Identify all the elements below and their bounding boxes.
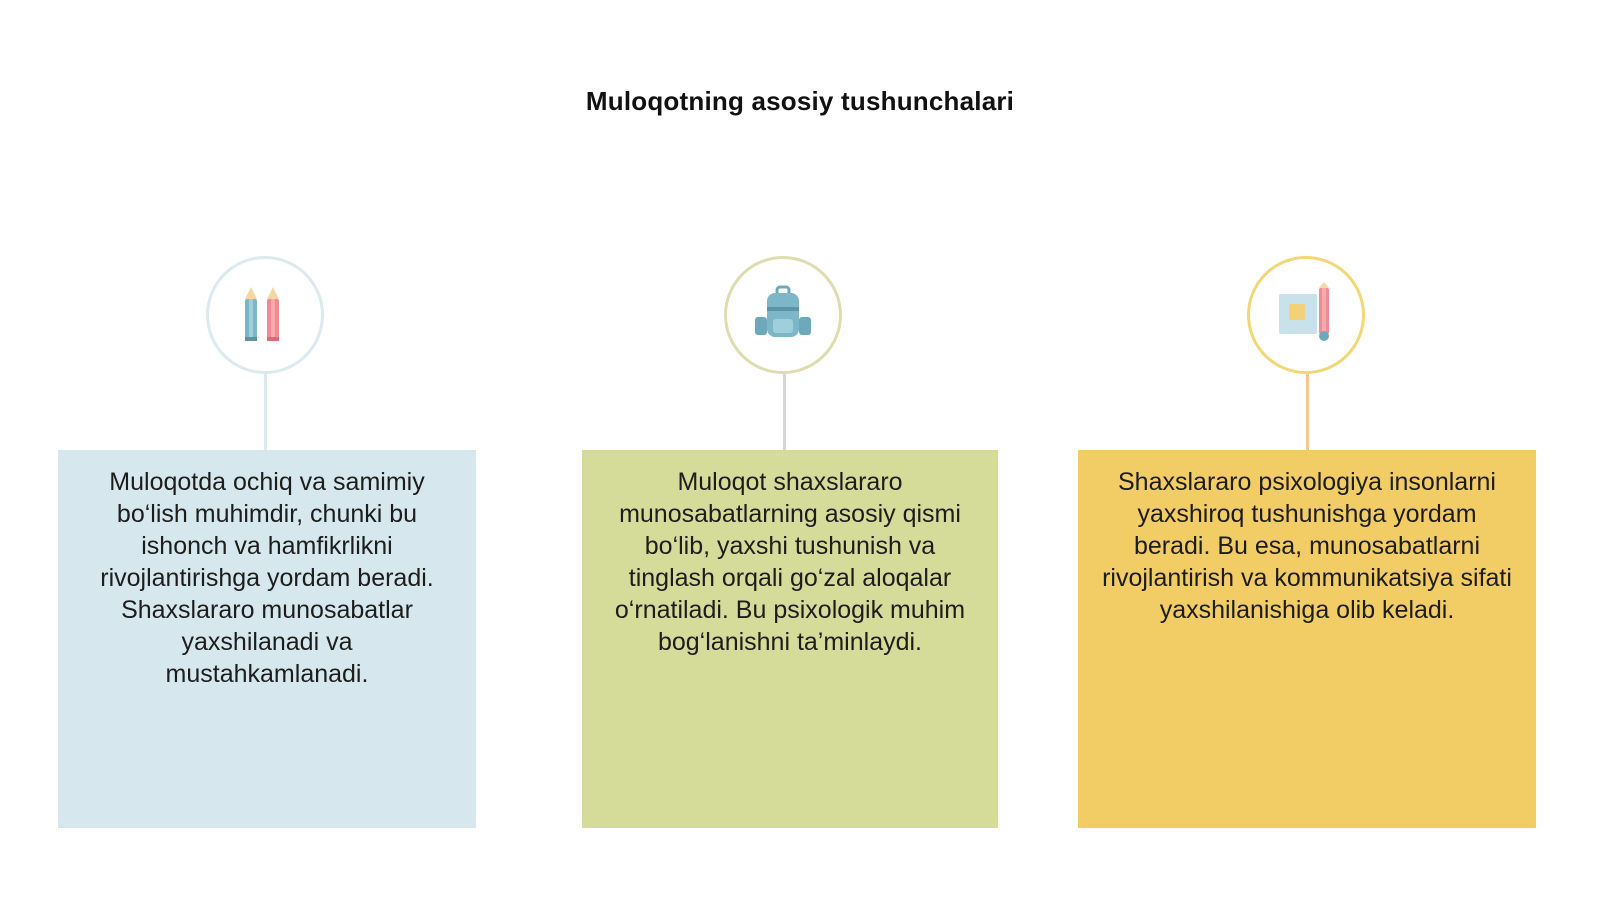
concept-card-3: [1078, 450, 1536, 828]
page-title: Muloqotning asosiy tushunchalari: [585, 86, 1015, 116]
pencils-icon: [237, 281, 293, 350]
connector-line-3: [1306, 374, 1309, 450]
concept-card-1-text: Muloqotda ochiq va samimiy bo‘lish muhimdir, chunki bu ishonch va hamfikrlikni rivojlantirishga yordam beradi. Shaxslararo munosabatlar yaxshilanadi va mustahkamlanadi.: [100, 468, 434, 688]
concept-card-1: [58, 450, 476, 828]
connector-line-1: [264, 374, 267, 450]
icon-ring-1: [206, 256, 324, 374]
concept-card-3-text: Shaxslararo psixologiya insonlarni yaxshiroq tushunishga yordam beradi. Bu esa, munosabatlarni rivojlantirish va kommunikatsiya sifati yaxshilanishiga olib keladi.: [1102, 468, 1512, 624]
icon-ring-2: [724, 256, 842, 374]
backpack-icon: [753, 283, 813, 348]
icon-ring-3: [1247, 256, 1365, 374]
notebook-pencil-icon: [1275, 282, 1337, 349]
concept-card-2: [582, 450, 998, 828]
connector-line-2: [783, 374, 786, 450]
concept-card-2-text: Muloqot shaxslararo munosabatlarning asosiy qismi bo‘lib, yaxshi tushunish va tinglash orqali go‘zal aloqalar o‘rnatiladi. Bu psixologik muhim bog‘lanishni ta’minlaydi.: [614, 468, 966, 656]
